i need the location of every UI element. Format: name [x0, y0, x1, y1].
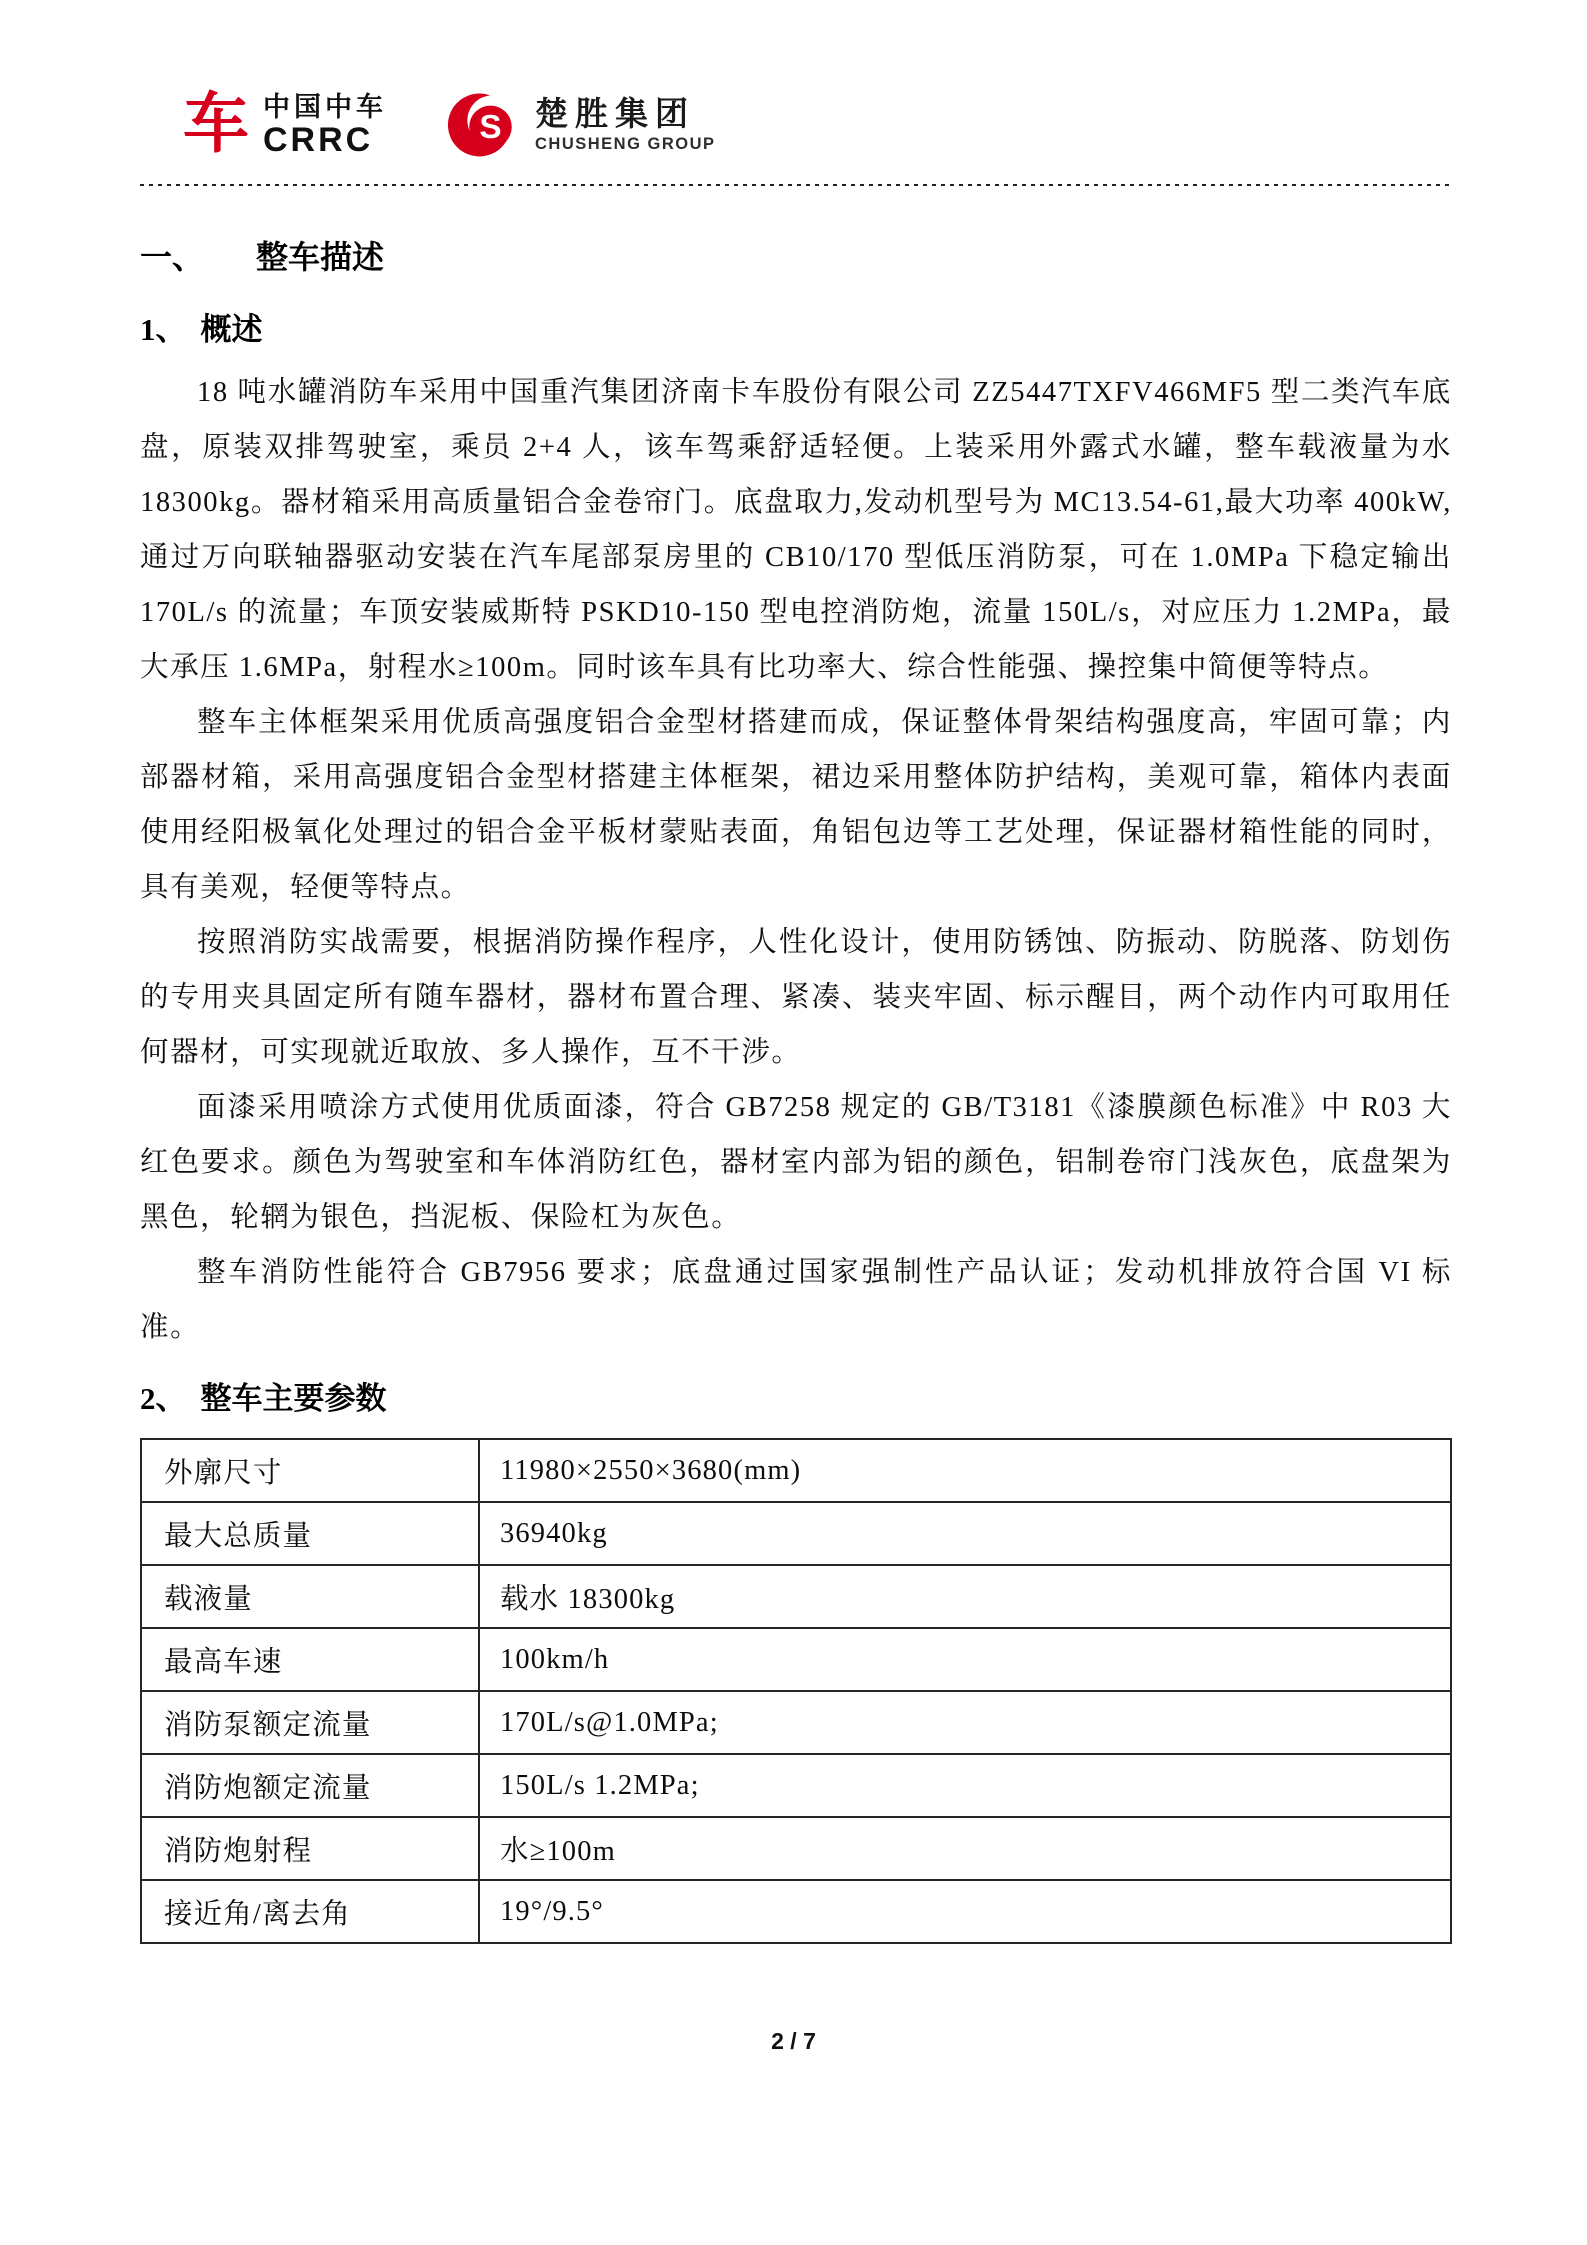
subsection-heading-overview [140, 304, 1452, 349]
subsection-heading-main-parameters [140, 1373, 1452, 1418]
param-label-cell: 载液量 [141, 1565, 479, 1628]
param-label-cell: 消防炮射程 [141, 1817, 479, 1880]
table-row [141, 1880, 1451, 1943]
param-value-cell: 19°/9.5° [479, 1880, 1451, 1943]
table-row [141, 1502, 1451, 1565]
paragraph-equipment-fixing: 按照消防实战需要，根据消防操作程序，人性化设计，使用防锈蚀、防振动、防脱落、防划伤的专用夹具固定所有随车器材，器材布置合理、紧凑、装夹牢固、标示醒目，两个动作内可取用任何器材，可实现就近取放、多人操作，互不干涉。 [140, 927, 1452, 1068]
paragraph-chassis-overview: 18 吨水罐消防车采用中国重汽集团济南卡车股份有限公司 ZZ5447TXFV466MF5 型二类汽车底盘，原装双排驾驶室，乘员 2+4 人，该车驾乘舒适轻便。上装采用外露式水罐，整车载液量为水 18300kg。器材箱采用高质量铝合金卷帘门。底盘取力,发动机型号为 MC13.54-61,最大功率 400kW,通过万向联轴器驱动安装在汽车尾部泵房里的 CB10/170 型低压消防泵，可在 1.0MPa 下稳定输出 170L/s 的流量；车顶安装威斯特 PSKD10-150 型电控消防炮，流量 150L/s，对应压力 1.2MPa，最大承压 1.6MPa，射程水≥100m。同时该车具有比功率大、综合性能强、操控集中简便等特点。 [140, 377, 1452, 683]
document-body [140, 210, 1452, 1944]
paragraph-paint-colors: 面漆采用喷涂方式使用优质面漆，符合 GB7258 规定的 GB/T3181《漆膜颜色标准》中 R03 大红色要求。颜色为驾驶室和车体消防红色，器材室内部为铝的颜色，铝制卷帘门浅灰色，底盘架为黑色，轮辋为银色，挡泥板、保险杠为灰色。 [140, 1092, 1452, 1233]
parameters-table-body [141, 1439, 1451, 1943]
paragraph-certification: 整车消防性能符合 GB7956 要求；底盘通过国家强制性产品认证；发动机排放符合国 VI 标准。 [140, 1257, 1452, 1343]
crrc-name-en: CRRC [263, 120, 374, 159]
param-label-cell: 最高车速 [141, 1628, 479, 1691]
param-label-cell: 接近角/离去角 [141, 1880, 479, 1943]
param-value-cell: 170L/s@1.0MPa; [479, 1691, 1451, 1754]
param-value-cell: 载水 18300kg [479, 1565, 1451, 1628]
param-label-cell: 消防炮额定流量 [141, 1754, 479, 1817]
table-row [141, 1817, 1451, 1880]
param-value-cell: 11980×2550×3680(mm) [479, 1439, 1451, 1502]
table-row [141, 1439, 1451, 1502]
chusheng-logo [447, 88, 716, 162]
subsection-title: 整车主要参数 [200, 1381, 387, 1416]
chusheng-name-en: CHUSHENG GROUP [535, 135, 716, 154]
table-row [141, 1691, 1451, 1754]
table-row [141, 1565, 1451, 1628]
section-title: 整车描述 [256, 239, 385, 275]
chusheng-wordmark [535, 97, 716, 153]
header-divider [140, 184, 1452, 186]
param-value-cell: 36940kg [479, 1502, 1451, 1565]
param-value-cell: 150L/s 1.2MPa; [479, 1754, 1451, 1817]
svg-text:S: S [479, 108, 502, 146]
table-row [141, 1628, 1451, 1691]
page-header [183, 88, 716, 162]
param-label-cell: 消防泵额定流量 [141, 1691, 479, 1754]
subsection-number: 1、 [140, 312, 187, 347]
chusheng-emblem-icon [447, 88, 521, 162]
paragraph-frame-structure: 整车主体框架采用优质高强度铝合金型材搭建而成，保证整体骨架结构强度高，牢固可靠；内部器材箱，采用高强度铝合金型材搭建主体框架，裙边采用整体防护结构，美观可靠，箱体内表面使用经阳极氧化处理过的铝合金平板材蒙贴表面，角铝包边等工艺处理，保证器材箱性能的同时，具有美观，轻便等特点。 [140, 707, 1452, 903]
crrc-wordmark [263, 91, 387, 159]
chusheng-name-cn: 楚胜集团 [535, 95, 695, 133]
parameters-table [140, 1438, 1452, 1944]
subsection-title: 概述 [200, 312, 263, 347]
param-value-cell: 水≥100m [479, 1817, 1451, 1880]
crrc-logo [183, 88, 387, 161]
page-number: 2 / 7 [771, 2028, 816, 2054]
section-heading-vehicle-description [140, 232, 1452, 278]
subsection-number: 2、 [140, 1381, 187, 1416]
crrc-name-cn: 中国中车 [263, 91, 387, 122]
param-value-cell: 100km/h [479, 1628, 1451, 1691]
table-row [141, 1754, 1451, 1817]
param-label-cell: 最大总质量 [141, 1502, 479, 1565]
crrc-emblem-icon: 车 [183, 88, 249, 161]
param-label-cell: 外廓尺寸 [141, 1439, 479, 1502]
section-number: 一、 [140, 239, 205, 275]
